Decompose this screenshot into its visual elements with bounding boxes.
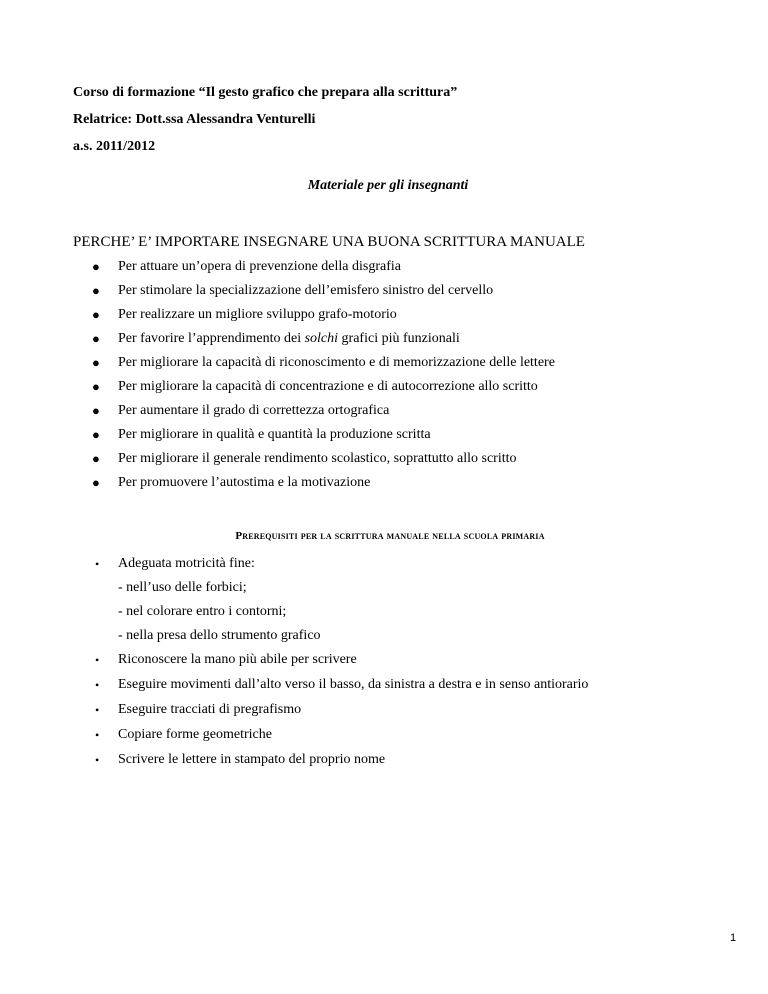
list-item: ● Per stimolare la specializzazione dell’emisfero sinistro del cervello (0, 279, 768, 303)
bullet-icon: • (95, 678, 100, 692)
list-item: ● Per promuovere l’autostima e la motivazione (0, 471, 768, 495)
bullet-icon: • (95, 703, 100, 717)
list-item: • Copiare forme geometriche (0, 723, 768, 747)
bullet-icon: ● (92, 403, 100, 418)
page-number: 1 (730, 932, 737, 944)
bullet-icon: ● (92, 259, 100, 274)
bullet-icon: ● (92, 475, 100, 490)
italic-word: solchi (304, 331, 339, 346)
list-item: ● Per migliorare in qualità e quantità la produzione scritta (0, 423, 768, 447)
subtitle: Materiale per gli insegnanti (307, 178, 469, 193)
bullet-icon: ● (92, 427, 100, 442)
school-year: a.s. 2011/2012 (73, 139, 156, 154)
section1-title: PERCHE’ E’ IMPORTARE INSEGNARE UNA BUONA SCRITTURA MANUALE (73, 234, 585, 250)
list-item: • Adeguata motricità fine: (0, 552, 768, 576)
bullet-icon: ● (92, 307, 100, 322)
list-item: • Eseguire tracciati di pregrafismo (0, 698, 768, 722)
bullet-icon: ● (92, 355, 100, 370)
speaker-line: Relatrice: Dott.ssa Alessandra Venturelli (73, 112, 316, 127)
bullet-icon: ● (92, 283, 100, 298)
bullet-icon: • (95, 728, 100, 742)
list-item: • Eseguire movimenti dall’alto verso il basso, da sinistra a destra e in senso antiorario (0, 673, 768, 697)
bullet-icon: ● (92, 331, 100, 346)
list-item: • Riconoscere la mano più abile per scrivere (0, 648, 768, 672)
course-title: Corso di formazione “Il gesto grafico che prepara alla scrittura” (73, 85, 458, 100)
list-item: • Scrivere le lettere in stampato del proprio nome (0, 748, 768, 772)
sub-list-item: - nell’uso delle forbici; (118, 580, 247, 595)
bullet-icon: ● (92, 379, 100, 394)
list-item: ● Per migliorare il generale rendimento scolastico, soprattutto allo scritto (0, 447, 768, 471)
section2-title: Prerequisiti per la scrittura manuale nella scuola primaria (235, 530, 545, 542)
bullet-icon: ● (92, 451, 100, 466)
list-item: ● Per migliorare la capacità di concentrazione e di autocorrezione allo scritto (0, 375, 768, 399)
list-item: ● Per migliorare la capacità di riconoscimento e di memorizzazione delle lettere (0, 351, 768, 375)
bullet-icon: • (95, 753, 100, 767)
list-item: ● Per aumentare il grado di correttezza ortografica (0, 399, 768, 423)
sub-list-item: - nella presa dello strumento grafico (118, 628, 321, 643)
list-item: ● Per attuare un’opera di prevenzione della disgrafia (0, 255, 768, 279)
list-item: ● Per realizzare un migliore sviluppo grafo-motorio (0, 303, 768, 327)
bullet-icon: • (95, 557, 100, 571)
bullet-icon: • (95, 653, 100, 667)
sub-list-item: - nel colorare entro i contorni; (118, 604, 287, 619)
list-item: ● Per favorire l’apprendimento dei solchi grafici più funzionali (0, 327, 768, 351)
